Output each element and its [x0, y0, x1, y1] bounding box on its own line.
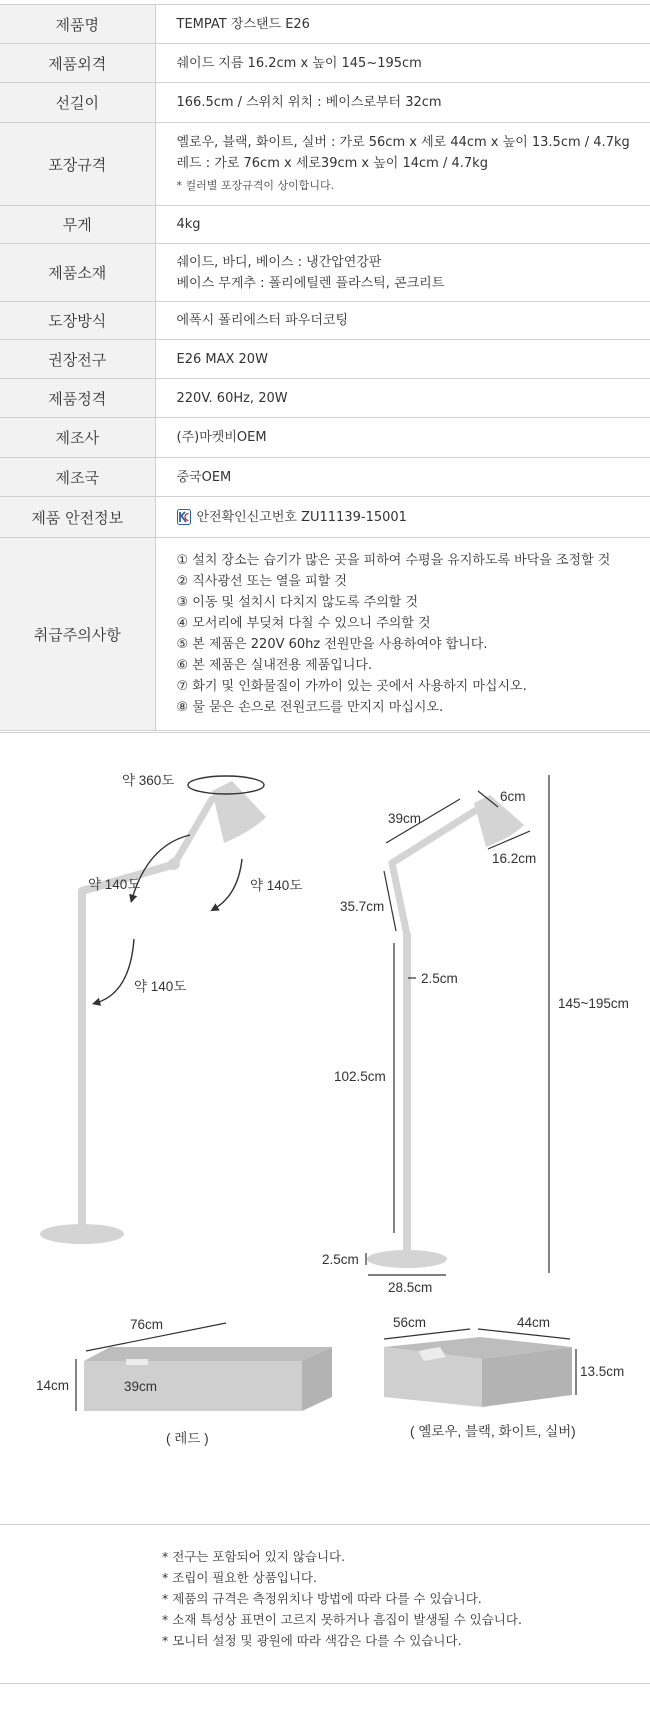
spec-table: [0, 4, 650, 731]
spec-label: 선길이: [0, 83, 155, 123]
spec-row-material: [0, 244, 650, 302]
spec-value: 안전확인신고번호 ZU11139-15001: [155, 497, 650, 538]
spec-label: 제조사: [0, 418, 155, 458]
footnotes: [162, 1546, 612, 1651]
package-box-other: [384, 1337, 572, 1407]
footnote: * 조립이 필요한 상품입니다.: [162, 1570, 317, 1585]
spec-row-cord: [0, 83, 650, 123]
spec-value: 쉐이드, 바디, 베이스 : 냉간압연강판 베이스 무게추 : 폴리에틸렌 플라스틱, 콘크리트: [155, 244, 650, 302]
spec-row-bulb: [0, 340, 650, 379]
spec-row-package: [0, 123, 650, 206]
spec-value: 4kg: [155, 206, 650, 244]
spec-value: ① 설치 장소는 습기가 많은 곳을 피하여 수평을 유지하도록 바닥을 조정할 것 ② 직사광선 또는 열을 피할 것 ③ 이동 및 설치시 다치지 않도록 주의할 것 ④ 모서리에 부딪쳐 다칠 수 있으니 주의할 것 ⑤ 본 제품은 220V 60hz 전원만을 사용하여야 합니다. ⑥ 본 제품은 실내전용 제품입니다. ⑦ 화기 및 인화물질이 가까이 있는 곳에서 사용하지 마십시오. ⑧ 물 묻은 손으로 전원코드를 만지지 마십시오.: [155, 538, 650, 731]
spec-label: 제품명: [0, 5, 155, 44]
product-illustration: [0, 732, 650, 1525]
spec-label: 제품소재: [0, 244, 155, 302]
footnote: * 모니터 설정 및 광원에 따라 색감은 다를 수 있습니다.: [162, 1633, 462, 1648]
footnote: * 제품의 규격은 측정위치나 방법에 따라 다를 수 있습니다.: [162, 1591, 482, 1606]
lamp-pole: [403, 933, 411, 1255]
spec-value: 166.5cm / 스위치 위치 : 베이스로부터 32cm: [155, 83, 650, 123]
spec-value: 옐로우, 블랙, 화이트, 실버 : 가로 56cm x 세로 44cm x 높이 13.5cm / 4.7kg 레드 : 가로 76cm x 세로39cm x 높이 14cm / 4.7kg * 컬러별 포장규격이 상이합니다.: [155, 123, 650, 206]
spec-value: TEMPAT 장스탠드 E26: [155, 5, 650, 44]
spec-value: 220V. 60Hz, 20W: [155, 379, 650, 418]
label-angle-upper-right: 약 140도: [250, 878, 303, 893]
spec-value: 에폭시 폴리에스터 파우더코팅: [155, 302, 650, 340]
label-rotate-360: 약 360도: [122, 773, 175, 788]
spec-label: 제품외격: [0, 44, 155, 83]
label-total-height: 145~195cm: [558, 996, 629, 1011]
footnote: * 소재 특성상 표면이 고르지 못하거나 흠집이 발생될 수 있습니다.: [162, 1612, 522, 1627]
label-box-red-depth: 39cm: [124, 1379, 158, 1394]
bottom-divider: [0, 1683, 650, 1684]
spec-label: 도장방식: [0, 302, 155, 340]
spec-label: 제품정격: [0, 379, 155, 418]
label-upper-arm: 39cm: [388, 811, 422, 826]
spec-label: 포장규격: [0, 123, 155, 206]
label-base-height: 2.5cm: [322, 1252, 359, 1267]
lamp-pole: [78, 889, 86, 1230]
label-box-red-height: 14cm: [36, 1378, 70, 1393]
label-shade-diameter: 16.2cm: [492, 851, 537, 866]
spec-label: 무게: [0, 206, 155, 244]
caption-box-red: ( 레드 ): [166, 1431, 209, 1446]
label-base-width: 28.5cm: [388, 1280, 433, 1295]
package-box-red: [84, 1347, 332, 1411]
lamp-upper-arm: [176, 799, 212, 861]
caption-box-other: ( 옐로우, 블랙, 화이트, 실버): [410, 1424, 576, 1439]
spec-label: 권장전구: [0, 340, 155, 379]
spec-value: 중국OEM: [155, 458, 650, 497]
spec-row-origin: [0, 458, 650, 497]
arc-upper-right: [214, 859, 242, 909]
spec-row-safety: [0, 497, 650, 538]
label-lower-arm: 35.7cm: [340, 899, 385, 914]
footnote: * 전구는 포함되어 있지 않습니다.: [162, 1549, 346, 1564]
label-shade-depth: 6cm: [500, 789, 526, 804]
package-note: * 컬러별 포장규격이 상이합니다.: [176, 179, 335, 192]
spec-row-cautions: [0, 538, 650, 731]
kc-certification-icon: [177, 509, 191, 525]
label-box-other-height: 13.5cm: [580, 1364, 625, 1379]
dimension-diagram: [0, 733, 650, 1526]
spec-row-manufacturer: [0, 418, 650, 458]
label-box-other-width: 56cm: [393, 1315, 427, 1330]
spec-label: 제품 안전정보: [0, 497, 155, 538]
spec-row-dimensions: [0, 44, 650, 83]
spec-value: 쉐이드 지름 16.2cm x 높이 145~195cm: [155, 44, 650, 83]
label-box-other-depth: 44cm: [517, 1315, 551, 1330]
arc-lower: [96, 939, 134, 1003]
spec-label: 제조국: [0, 458, 155, 497]
label-pole-length: 102.5cm: [334, 1069, 386, 1084]
spec-row-weight: [0, 206, 650, 244]
label-pole-diameter: 2.5cm: [421, 971, 458, 986]
spec-value: (주)마켓비OEM: [155, 418, 650, 458]
label-angle-upper-left: 약 140도: [88, 877, 141, 892]
spec-value: E26 MAX 20W: [155, 340, 650, 379]
spec-label: 취급주의사항: [0, 538, 155, 731]
spec-row-rating: [0, 379, 650, 418]
label-box-red-width: 76cm: [130, 1317, 164, 1332]
spec-row-name: [0, 5, 650, 44]
label-angle-lower: 약 140도: [134, 979, 187, 994]
spec-row-coating: [0, 302, 650, 340]
lamp-left: [40, 781, 266, 1244]
